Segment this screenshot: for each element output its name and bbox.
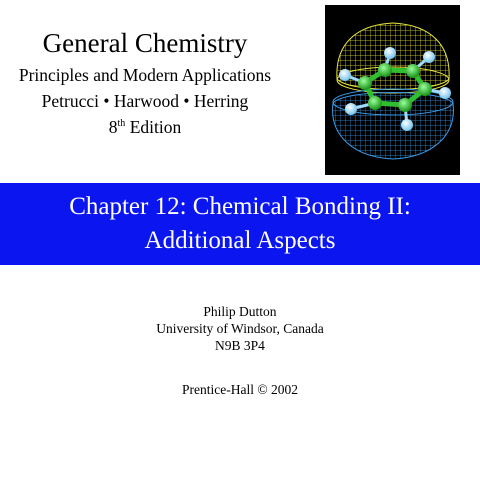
author-affiliation: University of Windsor, Canada	[156, 321, 324, 336]
book-subtitle: Principles and Modern Applications	[18, 65, 272, 85]
book-header	[0, 26, 290, 140]
edition-suffix: th	[117, 118, 126, 130]
publisher-copyright: Prentice-Hall © 2002	[182, 382, 298, 397]
book-authors: Petrucci • Harwood • Herring	[41, 91, 249, 111]
chapter-banner	[0, 183, 480, 265]
edition-number: 8	[108, 117, 118, 137]
book-title: General Chemistry	[42, 28, 248, 58]
author-postal-code: N9B 3P4	[215, 338, 265, 353]
edition-word: Edition	[125, 117, 182, 137]
chapter-title-line2: Additional Aspects	[144, 227, 336, 254]
chapter-title-line1: Chapter 12: Chemical Bonding II:	[69, 193, 411, 220]
author-info	[0, 303, 480, 354]
book-edition	[0, 114, 290, 140]
author-name: Philip Dutton	[203, 304, 277, 319]
benzene-pi-orbital-icon	[325, 5, 460, 175]
